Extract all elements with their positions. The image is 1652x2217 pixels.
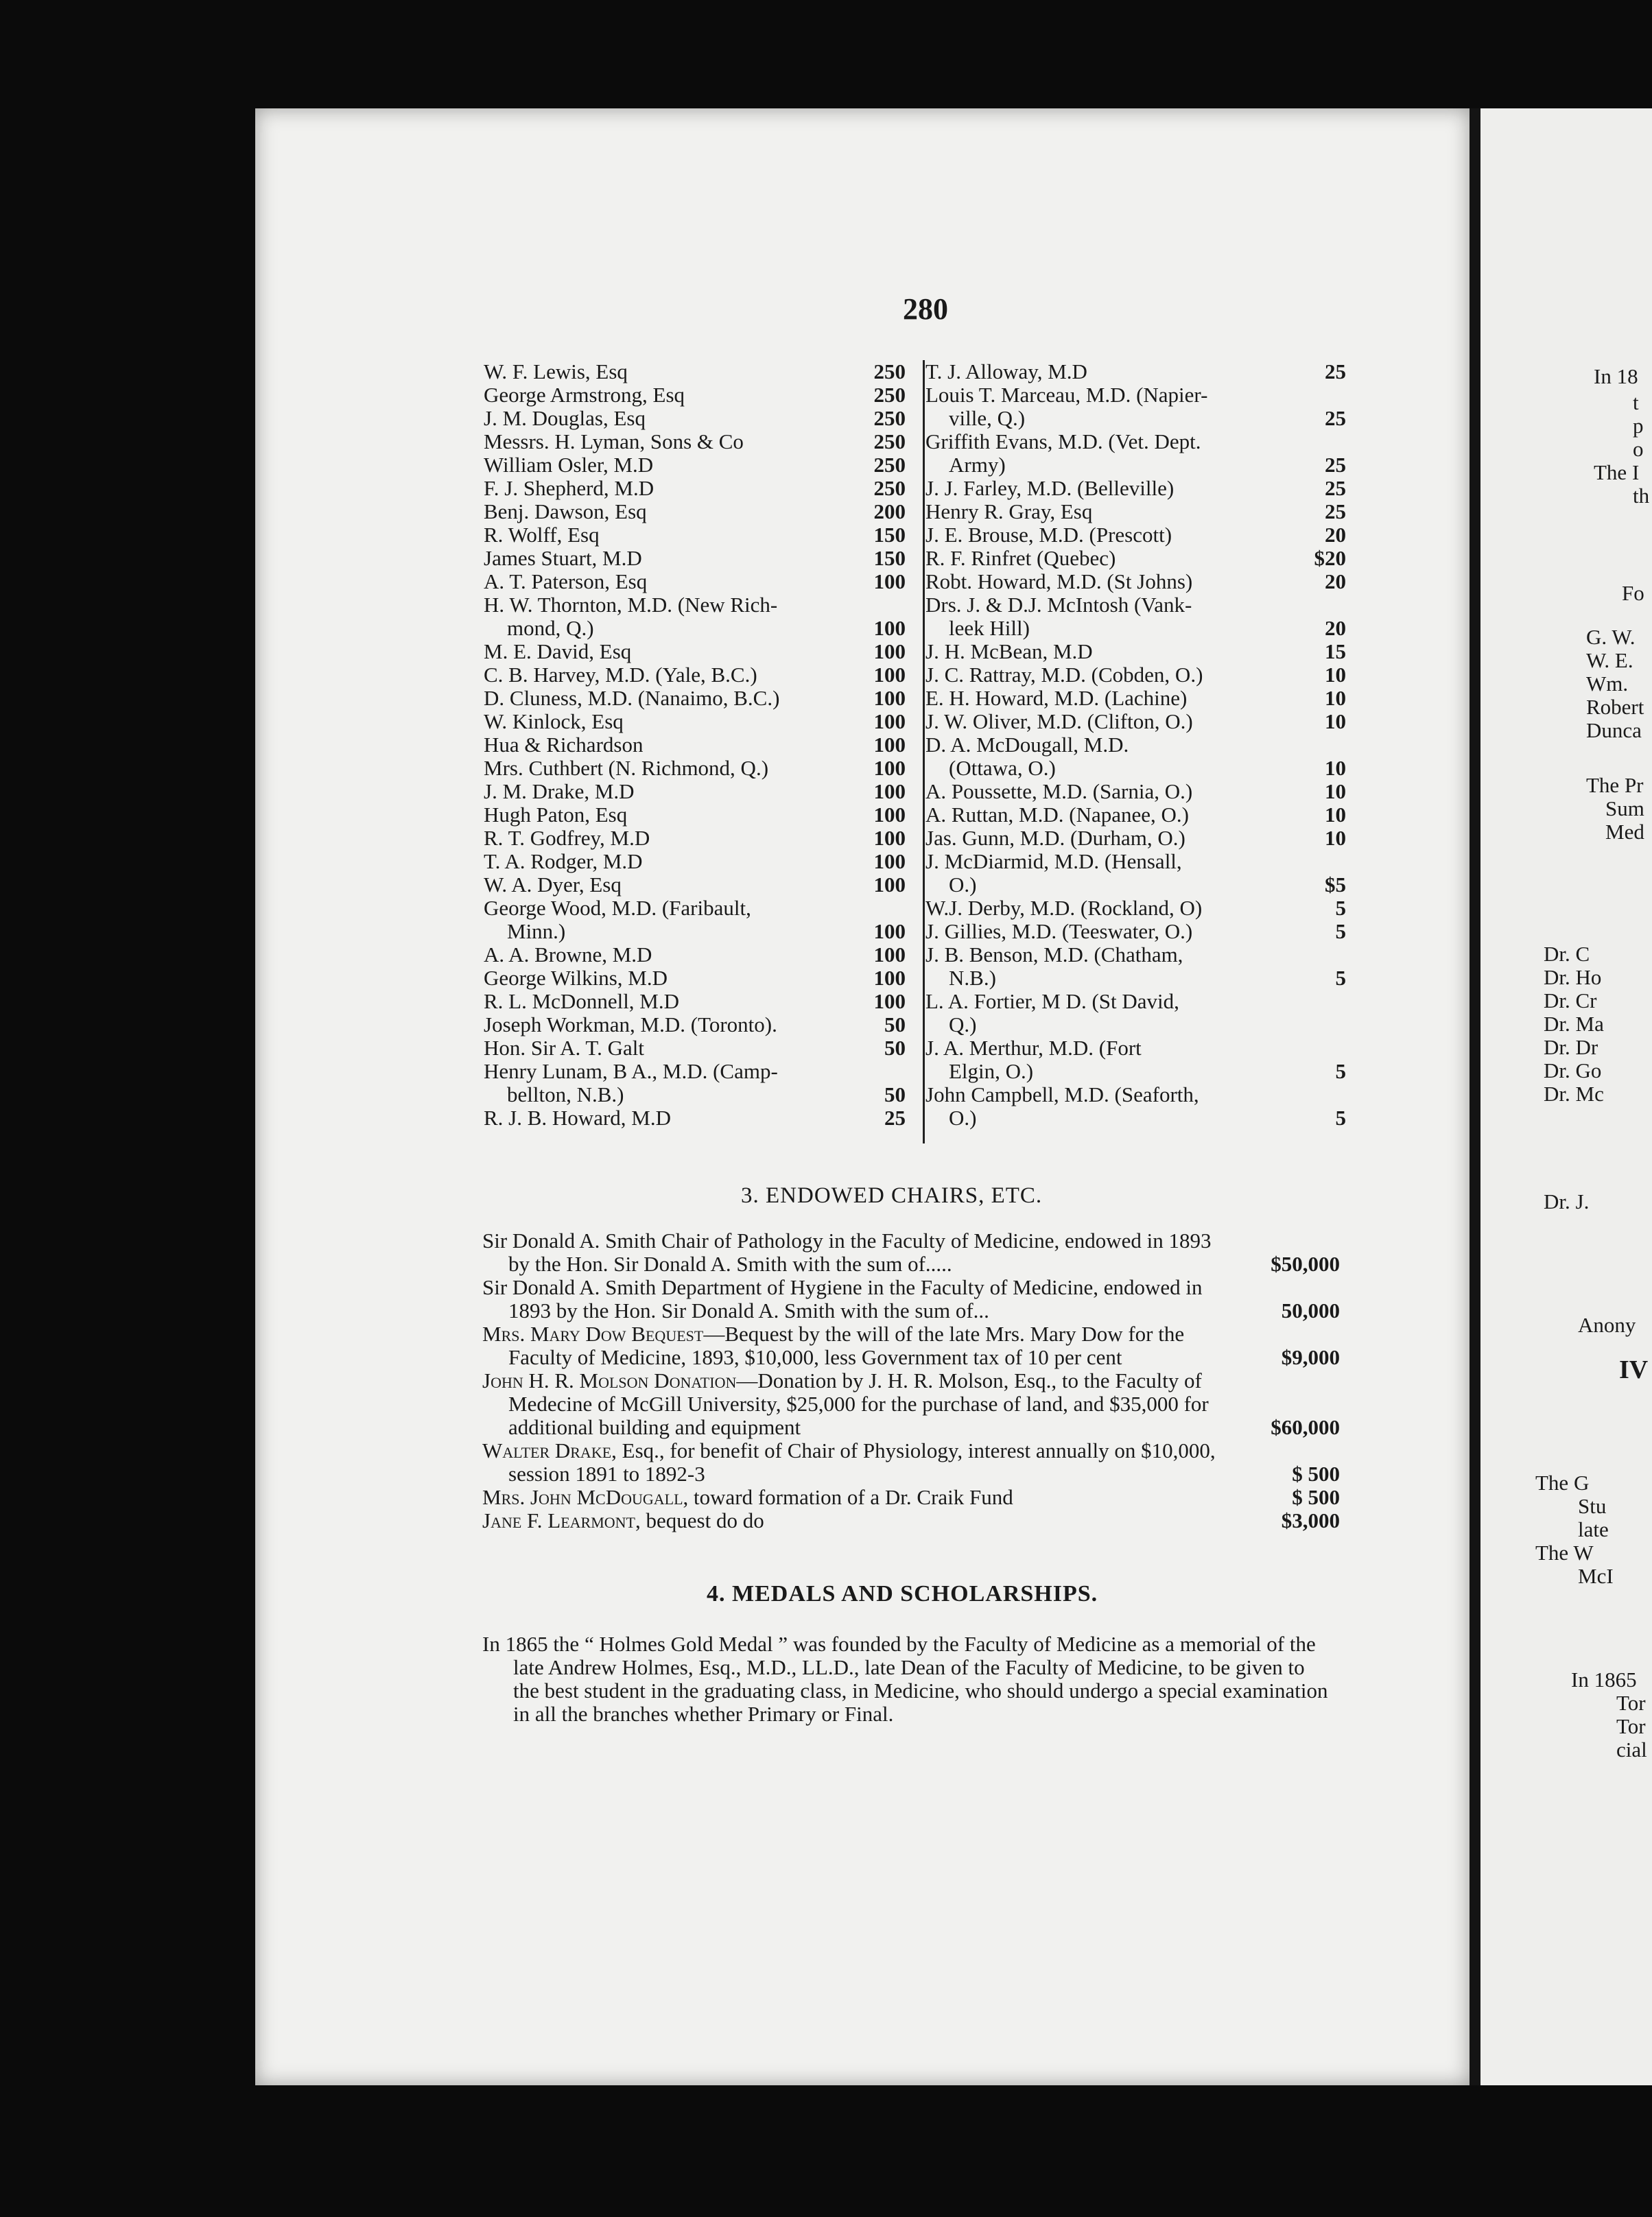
donor-name: L. A. Fortier, M D. (St David, [925, 989, 1179, 1013]
facing-page-fragment: Tor [1616, 1714, 1646, 1738]
endowment-body: , bequest do do [635, 1508, 764, 1532]
donor-name: William Osler, M.D [484, 453, 654, 477]
facing-page-fragment: Anony [1578, 1313, 1636, 1337]
donor-amount: 5 [1335, 919, 1346, 943]
donor-row [484, 942, 906, 967]
endowment-amount: $9,000 [1281, 1345, 1340, 1369]
donor-row [484, 523, 906, 547]
endowment-amount: $60,000 [1271, 1415, 1340, 1439]
donor-name: R. L. McDonnell, M.D [484, 989, 680, 1013]
donor-amount: 25 [1325, 406, 1346, 430]
donor-row [484, 989, 906, 1013]
facing-page-fragment: Wm. [1586, 672, 1629, 696]
donor-amount: 150 [873, 546, 906, 570]
donor-list-right [925, 360, 1346, 1130]
donor-name: M. E. David, Esq [484, 639, 632, 663]
donor-row [484, 476, 906, 500]
donor-name: J. E. Brouse, M.D. (Prescott) [925, 523, 1172, 547]
facing-page-fragment: Tor [1616, 1691, 1646, 1715]
facing-page-fragment: In 18 [1594, 364, 1638, 388]
donor-name: A. A. Browne, M.D [484, 942, 652, 967]
donor-name: O.) [949, 1106, 977, 1130]
facing-page-fragment: Fo [1622, 581, 1644, 605]
facing-page-fragment: The G [1535, 1471, 1590, 1495]
donor-amount: 50 [884, 1012, 906, 1036]
endowment-text [482, 1439, 1340, 1486]
donor-amount: 5 [1335, 896, 1346, 920]
donor-row [484, 849, 906, 873]
endowment-body: Sir Donald A. Smith Department of Hygiene in the Faculty of Medicine, endowed in 1893 by the Hon. Sir Donald A. Smith with the sum of... [482, 1275, 1203, 1323]
donor-name: Q.) [949, 1012, 977, 1036]
donor-name: Hua & Richardson [484, 733, 644, 757]
donor-row [925, 687, 1346, 710]
donor-row [484, 919, 906, 943]
donor-name: D. A. McDougall, M.D. [925, 733, 1129, 757]
donor-row [925, 990, 1346, 1013]
page-number: 280 [903, 292, 948, 326]
endowment-body: , toward formation of a Dr. Craik Fund [683, 1485, 1013, 1509]
facing-page-fragment: o [1633, 437, 1644, 461]
donor-name: Elgin, O.) [949, 1059, 1034, 1083]
donor-row [925, 477, 1346, 500]
donor-name: Robt. Howard, M.D. (St Johns) [925, 569, 1193, 593]
donor-row [484, 709, 906, 733]
donor-row [925, 453, 1346, 477]
donor-amount: 25 [1325, 499, 1346, 523]
endowment-entry [482, 1509, 1340, 1532]
donor-amount: 10 [1325, 709, 1346, 733]
donor-row [925, 407, 1346, 430]
donor-amount: 20 [1325, 616, 1346, 640]
donor-row [925, 523, 1346, 547]
donor-amount: 100 [873, 639, 906, 663]
donor-row [925, 547, 1346, 570]
facing-page-fragment: Dr. J. [1544, 1189, 1590, 1213]
donor-row [925, 873, 1346, 897]
donor-name: J. H. McBean, M.D [925, 639, 1093, 663]
donor-row [484, 873, 906, 897]
donor-row [484, 1082, 906, 1106]
donor-amount: 5 [1335, 1059, 1346, 1083]
facing-page-fragment: IV [1619, 1355, 1649, 1384]
donor-list-left [484, 359, 906, 1130]
medals-text: In 1865 the “ Holmes Gold Medal ” was founded by the Faculty of Medicine as a memorial of the late Andrew Holmes, Esq., M.D., LL.D., late Dean of the Faculty of Medicine, to be given to the best student in the graduating class, in Medicine, who should undergo a special examination in all the branches whether Primary or Final. [482, 1632, 1328, 1726]
section-title-medals: 4. MEDALS AND SCHOLARSHIPS. [707, 1581, 1098, 1607]
donor-name: George Wilkins, M.D [484, 966, 668, 990]
donor-row [925, 617, 1346, 640]
endowment-entry [482, 1369, 1340, 1439]
donor-row [925, 1083, 1346, 1106]
facing-page-fragment: W. E. [1586, 648, 1633, 672]
donor-name: J. Gillies, M.D. (Teeswater, O.) [925, 919, 1193, 943]
endowment-body: Sir Donald A. Smith Chair of Pathology in the Faculty of Medicine, endowed in 1893 by the Hon. Sir Donald A. Smith with the sum of..... [482, 1229, 1212, 1276]
donor-amount: 100 [873, 756, 906, 780]
endowment-text [482, 1276, 1340, 1323]
donor-name: C. B. Harvey, M.D. (Yale, B.C.) [484, 663, 757, 687]
donor-row [925, 827, 1346, 850]
facing-page-fragment: Sum [1605, 796, 1644, 820]
donor-name: A. Ruttan, M.D. (Napanee, O.) [925, 803, 1189, 827]
donor-name: R. Wolff, Esq [484, 523, 600, 547]
donor-row [484, 453, 906, 477]
donor-name: ville, Q.) [949, 406, 1026, 430]
donor-row [925, 1013, 1346, 1036]
donor-row [484, 546, 906, 570]
column-divider [923, 360, 925, 1143]
donor-amount: 20 [1325, 569, 1346, 593]
donor-amount: 25 [1325, 476, 1346, 500]
donor-row [925, 360, 1346, 383]
donor-amount: 250 [873, 429, 906, 453]
donor-name: Hon. Sir A. T. Galt [484, 1036, 644, 1060]
facing-page-fragment: Dr. Cr [1544, 988, 1597, 1012]
donor-amount: 100 [873, 803, 906, 827]
donor-name: J. A. Merthur, M.D. (Fort [925, 1036, 1142, 1060]
donor-amount: 10 [1325, 779, 1346, 803]
donor-row [484, 639, 906, 663]
donor-row [484, 1036, 906, 1060]
donor-row [484, 593, 892, 617]
donor-name: W. F. Lewis, Esq [484, 359, 628, 383]
endowment-text [482, 1229, 1340, 1276]
facing-page-fragment: Dr. C [1544, 942, 1590, 966]
donor-name: James Stuart, M.D [484, 546, 642, 570]
donor-name: J. W. Oliver, M.D. (Clifton, O.) [925, 709, 1193, 733]
endowment-text [482, 1509, 1340, 1532]
donor-amount: 100 [873, 709, 906, 733]
donor-name: W. A. Dyer, Esq [484, 873, 622, 897]
donor-row [484, 429, 906, 453]
donor-row [925, 663, 1346, 687]
donor-amount: 10 [1325, 756, 1346, 780]
facing-page-fragment: G. W. [1586, 625, 1636, 649]
donor-row [484, 499, 906, 523]
page-gutter [1470, 108, 1480, 2085]
endowment-text [482, 1369, 1340, 1439]
donor-amount: 100 [873, 942, 906, 967]
donor-name: J. M. Drake, M.D [484, 779, 635, 803]
endowment-lead: Walter Drake [482, 1438, 612, 1462]
donor-amount: 250 [873, 476, 906, 500]
donor-name: Henry R. Gray, Esq [925, 499, 1093, 523]
donor-amount: $5 [1325, 873, 1346, 897]
donor-name: Drs. J. & D.J. McIntosh (Vank- [925, 593, 1192, 617]
donor-name: Jas. Gunn, M.D. (Durham, O.) [925, 826, 1185, 850]
donor-amount: 50 [884, 1036, 906, 1060]
donor-name: O.) [949, 873, 977, 897]
facing-page-fragment: Dr. Ho [1544, 965, 1602, 989]
donor-amount: 100 [873, 779, 906, 803]
facing-page-fragment: Med [1605, 820, 1644, 844]
donor-row [925, 430, 1346, 453]
donor-amount: 250 [873, 406, 906, 430]
facing-page-fragment: t [1633, 390, 1639, 414]
donor-row [484, 1012, 906, 1036]
donor-amount: 100 [873, 616, 906, 640]
endowment-lead: Jane F. Learmont [482, 1508, 635, 1532]
donor-row [925, 803, 1346, 827]
endowment-lead: John H. R. Molson Donation [482, 1368, 737, 1392]
donor-row [925, 500, 1346, 523]
endowment-entry [482, 1229, 1340, 1276]
donor-name: Henry Lunam, B A., M.D. (Camp- [484, 1059, 778, 1083]
donor-name: George Armstrong, Esq [484, 383, 685, 407]
donor-amount: 20 [1325, 523, 1346, 547]
facing-page-fragment: The Pr [1586, 773, 1644, 797]
donor-amount: 5 [1335, 966, 1346, 990]
donor-amount: 100 [873, 686, 906, 710]
donor-amount: 100 [873, 989, 906, 1013]
facing-page-fragment: cial [1616, 1738, 1647, 1762]
facing-page-fragment: Dr. Go [1544, 1058, 1602, 1082]
donor-name: N.B.) [949, 966, 996, 990]
donor-row [484, 966, 906, 990]
donor-row [484, 359, 906, 383]
endowment-text [482, 1486, 1340, 1509]
donor-amount: 250 [873, 383, 906, 407]
donor-amount: 10 [1325, 663, 1346, 687]
donor-row [484, 756, 906, 780]
donor-name: A. T. Paterson, Esq [484, 569, 648, 593]
donor-amount: 15 [1325, 639, 1346, 663]
donor-row [925, 383, 1346, 407]
donor-row [484, 1106, 906, 1130]
endowed-chairs-list [482, 1229, 1340, 1532]
donor-name: John Campbell, M.D. (Seaforth, [925, 1082, 1199, 1106]
donor-row [925, 570, 1346, 593]
donor-name: R. F. Rinfret (Quebec) [925, 546, 1116, 570]
facing-page-fragment: In 1865 [1571, 1668, 1637, 1692]
donor-name: Army) [949, 453, 1006, 477]
donor-name: J. M. Douglas, Esq [484, 406, 646, 430]
facing-page-fragment: Robert [1586, 695, 1644, 719]
endowment-amount: $ 500 [1292, 1462, 1340, 1486]
donor-row [484, 826, 906, 850]
donor-name: J. C. Rattray, M.D. (Cobden, O.) [925, 663, 1203, 687]
endowment-body: , Esq., for benefit of Chair of Physiology, interest annually on $10,000, session 1891 to 1892-3 [508, 1438, 1216, 1486]
donor-name: Hugh Paton, Esq [484, 803, 628, 827]
donor-row [925, 943, 1346, 967]
donor-row [925, 897, 1346, 920]
donor-name: Mrs. Cuthbert (N. Richmond, Q.) [484, 756, 769, 780]
donor-name: Messrs. H. Lyman, Sons & Co [484, 429, 744, 453]
endowment-text [482, 1323, 1340, 1369]
donor-amount: 100 [873, 873, 906, 897]
donor-amount: 25 [1325, 359, 1346, 383]
facing-page-fragment: late [1578, 1517, 1609, 1541]
endowment-body: —Bequest by the will of the late Mrs. Mary Dow for the Faculty of Medicine, 1893, $10,000, less Government tax of 10 per cent [508, 1322, 1185, 1369]
donor-amount: 100 [873, 663, 906, 687]
facing-page-fragment: Dr. Ma [1544, 1012, 1604, 1036]
donor-row [925, 1106, 1346, 1130]
donor-row [484, 616, 906, 640]
donor-name: bellton, N.B.) [507, 1082, 624, 1106]
donor-row [925, 1060, 1346, 1083]
donor-name: T. J. Alloway, M.D [925, 359, 1087, 383]
donor-name: R. J. B. Howard, M.D [484, 1106, 671, 1130]
donor-row [484, 569, 906, 593]
donor-amount: 150 [873, 523, 906, 547]
donor-name: H. W. Thornton, M.D. (New Rich- [484, 593, 778, 617]
facing-page-fragment: Stu [1578, 1494, 1607, 1518]
donor-name: (Ottawa, O.) [949, 756, 1056, 780]
facing-page-fragment: The W [1535, 1541, 1594, 1565]
endowment-entry [482, 1439, 1340, 1486]
donor-row [484, 406, 906, 430]
donor-name: George Wood, M.D. (Faribault, [484, 896, 751, 920]
donor-amount: 100 [873, 849, 906, 873]
donor-amount: 10 [1325, 686, 1346, 710]
donor-amount: 25 [884, 1106, 906, 1130]
endowment-amount: 50,000 [1281, 1299, 1340, 1323]
donor-row [925, 640, 1346, 663]
donor-name: leek Hill) [949, 616, 1030, 640]
donor-amount: 25 [1325, 453, 1346, 477]
donor-row [925, 757, 1346, 780]
donor-amount: 250 [873, 359, 906, 383]
donor-name: T. A. Rodger, M.D [484, 849, 643, 873]
facing-page-fragment: th [1633, 484, 1650, 508]
donor-name: Louis T. Marceau, M.D. (Napier- [925, 383, 1208, 407]
facing-page-fragment: Dunca [1586, 718, 1642, 742]
endowment-lead: Mrs. John McDougall [482, 1485, 683, 1509]
facing-page-fragment: Dr. Dr [1544, 1035, 1598, 1059]
facing-page-fragment: McI [1578, 1564, 1614, 1588]
donor-row [925, 780, 1346, 803]
donor-amount: 100 [873, 826, 906, 850]
endowment-amount: $ 500 [1292, 1485, 1340, 1509]
endowment-entry [482, 1323, 1340, 1369]
donor-amount: 200 [873, 499, 906, 523]
donor-name: J. J. Farley, M.D. (Belleville) [925, 476, 1175, 500]
donor-row [484, 779, 906, 803]
donor-row [925, 967, 1346, 990]
donor-amount: 250 [873, 453, 906, 477]
donor-name: A. Poussette, M.D. (Sarnia, O.) [925, 779, 1193, 803]
donor-amount: 10 [1325, 803, 1346, 827]
donor-amount: $20 [1314, 546, 1346, 570]
endowment-entry [482, 1276, 1340, 1323]
donor-name: Joseph Workman, M.D. (Toronto). [484, 1012, 777, 1036]
donor-row [484, 383, 906, 407]
endowment-lead: Mrs. Mary Dow Bequest [482, 1322, 704, 1346]
donor-name: Minn.) [507, 919, 566, 943]
endowment-body: —Donation by J. H. R. Molson, Esq., to the Faculty of Medecine of McGill University, $25,000 for the purchase of land, and $35,000 for additional building and equipment [508, 1368, 1209, 1439]
donor-row [484, 897, 892, 920]
section-title-endowed-chairs: 3. ENDOWED CHAIRS, ETC. [741, 1183, 1043, 1208]
donor-name: Benj. Dawson, Esq [484, 499, 647, 523]
endowment-entry [482, 1486, 1340, 1509]
facing-page-fragment: Dr. Mc [1544, 1082, 1604, 1106]
donor-row [484, 803, 906, 827]
facing-page-fragment: The I [1594, 460, 1640, 484]
donor-amount: 10 [1325, 826, 1346, 850]
donor-row [925, 920, 1346, 943]
endowment-amount: $50,000 [1271, 1252, 1340, 1276]
donor-row [484, 733, 906, 757]
donor-row [925, 593, 1346, 617]
donor-name: D. Cluness, M.D. (Nanaimo, B.C.) [484, 686, 780, 710]
donor-amount: 100 [873, 919, 906, 943]
donor-name: W. Kinlock, Esq [484, 709, 624, 733]
donor-name: J. McDiarmid, M.D. (Hensall, [925, 849, 1182, 873]
donor-row [484, 686, 906, 710]
donor-row [484, 663, 906, 687]
donor-row [925, 733, 1346, 757]
donor-name: J. B. Benson, M.D. (Chatham, [925, 942, 1183, 967]
endowment-amount: $3,000 [1281, 1508, 1340, 1532]
donor-name: E. H. Howard, M.D. (Lachine) [925, 686, 1188, 710]
donor-row [925, 1036, 1346, 1060]
donor-row [484, 1060, 892, 1083]
donor-amount: 100 [873, 966, 906, 990]
medals-paragraph [482, 1633, 1333, 1726]
donor-row [925, 850, 1346, 873]
donor-amount: 100 [873, 733, 906, 757]
donor-name: W.J. Derby, M.D. (Rockland, O) [925, 896, 1203, 920]
donor-name: mond, Q.) [507, 616, 594, 640]
donor-amount: 50 [884, 1082, 906, 1106]
donor-amount: 5 [1335, 1106, 1346, 1130]
donor-name: Griffith Evans, M.D. (Vet. Dept. [925, 429, 1201, 453]
donor-amount: 100 [873, 569, 906, 593]
donor-name: R. T. Godfrey, M.D [484, 826, 650, 850]
donor-name: F. J. Shepherd, M.D [484, 476, 654, 500]
facing-page-fragment: p [1633, 414, 1644, 438]
donor-row [925, 710, 1346, 733]
